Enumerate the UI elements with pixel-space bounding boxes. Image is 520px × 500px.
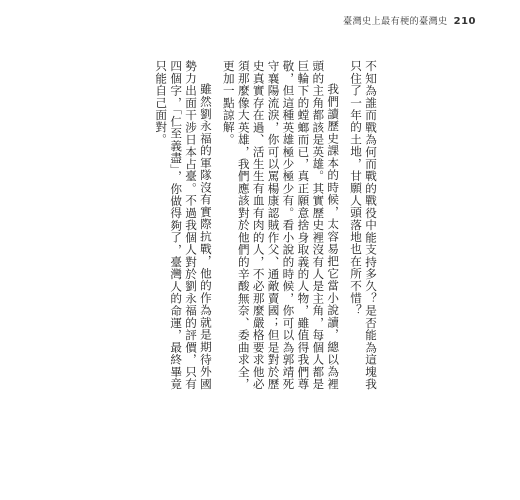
paragraph-2: 我們讀歷史課本的時候，太容易把它當小說讀，總以為裡頭的主角都該是英雄。其實歷史裡沒有人是主角，每個人都是巨輪下的螳螂而已，真正願意捨身取義的人物，雖值得我們尊敬，但這種英雄極少極少有。看小說的時候，你可以為郭靖死守襄陽流淚，你可以罵楊康認賊作父、通敵賣國；但是對於歷史真實存在過、活生生有血有肉的人，不必那麼嚴格要求他必須那麼像大英雄，我們應該對於他們的辛酸無奈、委曲求全，更加一點諒解。	[221, 60, 341, 390]
body-text	[153, 60, 378, 390]
paragraph-3: 雖然劉永福的軍隊沒有實際抗戰，他的作為就是期待外國勢力出面干涉日本占臺。不過我個人對於劉永福的評價，只有四個字，「仁至義盡」，你做得夠了，臺灣人的命運，最終畢竟只能自己面對。	[154, 60, 213, 390]
book-title: 臺灣史上最有梗的臺灣史	[343, 17, 448, 27]
page-number: 210	[453, 16, 476, 27]
page-header	[343, 14, 476, 27]
paragraph-1: 不知為誰而戰為何而戰的戰役中能支持多久？是否能為這塊我只住了一年的土地，甘願人頭落地也在所不惜？	[349, 60, 378, 390]
